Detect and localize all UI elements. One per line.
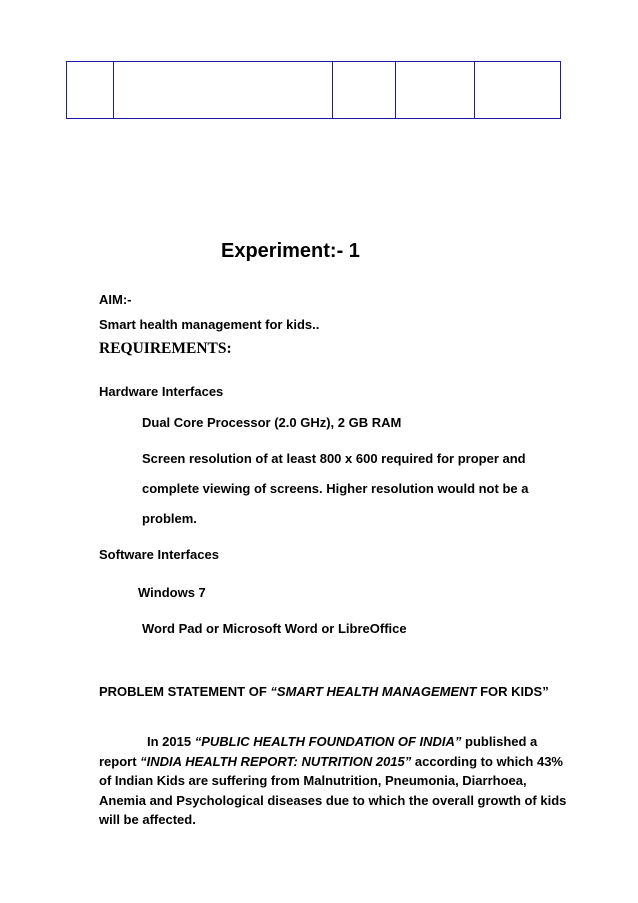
paragraph-org-name: “PUBLIC HEALTH FOUNDATION OF INDIA” — [194, 734, 462, 749]
problem-paragraph — [99, 732, 569, 830]
header-cell-3 — [333, 62, 396, 119]
paragraph-part1: In 2015 — [147, 734, 195, 749]
paragraph-part2: published a report — [99, 734, 538, 769]
problem-statement-title: “SMART HEALTH MANAGEMENT — [270, 684, 477, 699]
software-item-os: Windows 7 — [138, 585, 206, 600]
hardware-item-processor: Dual Core Processor (2.0 GHz), 2 GB RAM — [142, 415, 402, 430]
hardware-heading: Hardware Interfaces — [99, 384, 224, 399]
aim-text: Smart health management for kids.. — [99, 317, 320, 332]
header-cell-4 — [396, 62, 475, 119]
software-item-editor: Word Pad or Microsoft Word or LibreOffice — [142, 621, 407, 636]
problem-statement-heading — [99, 684, 549, 699]
hardware-item-resolution-line2: complete viewing of screens. Higher resolution would not be a — [142, 481, 529, 496]
header-cell-2 — [114, 62, 333, 119]
paragraph-part3: according to which 43% of Indian Kids are suffering from Malnutrition, Pneumonia, Diarrhoea, Anemia and Psychological diseases due to which the overall growth of kids will be affected. — [99, 753, 567, 827]
problem-statement-suffix: FOR KIDS” — [476, 684, 549, 699]
aim-label: AIM:- — [99, 292, 132, 307]
paragraph-report-name: “INDIA HEALTH REPORT: NUTRITION 2015” — [140, 753, 412, 769]
requirements-heading: REQUIREMENTS: — [99, 340, 232, 357]
header-cell-5 — [475, 62, 561, 119]
hardware-item-resolution-line1: Screen resolution of at least 800 x 600 required for proper and — [142, 451, 526, 466]
header-cell-1 — [67, 62, 114, 119]
problem-statement-prefix: PROBLEM STATEMENT OF — [99, 684, 271, 699]
hardware-item-resolution-line3: problem. — [142, 511, 197, 526]
software-heading: Software Interfaces — [99, 547, 219, 562]
page-title: Experiment:- 1 — [221, 240, 360, 262]
header-table-row — [67, 62, 561, 119]
header-table — [66, 61, 561, 119]
